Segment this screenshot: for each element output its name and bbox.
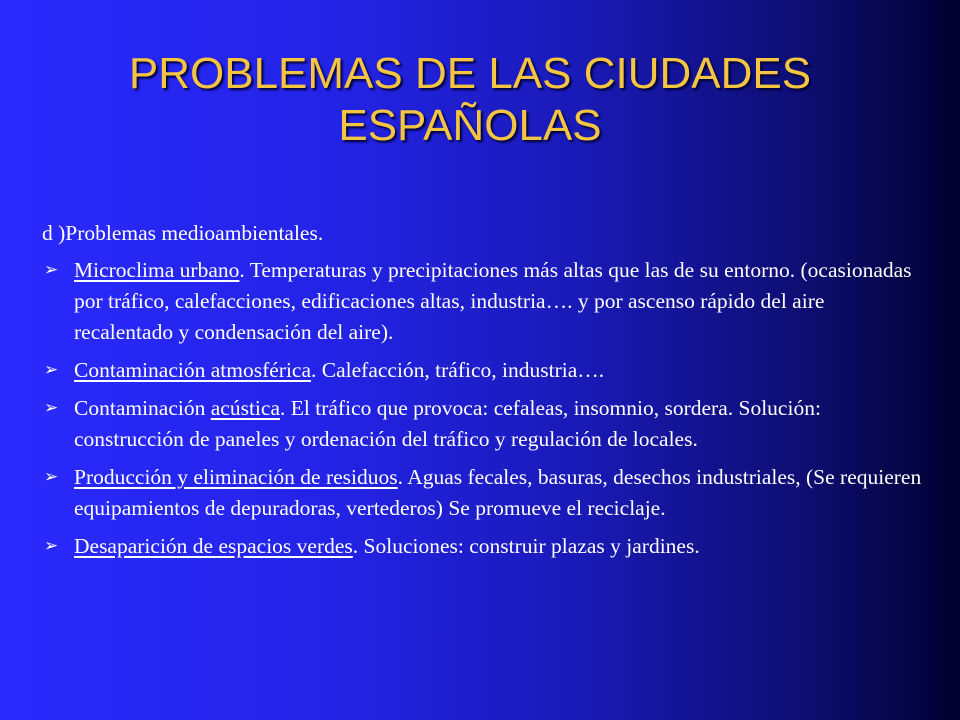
bullet-topic: Producción y eliminación de residuos	[74, 465, 398, 489]
slide-title-line-2: ESPAÑOLAS	[338, 101, 602, 150]
arrow-bullet-icon: ➢	[44, 467, 59, 487]
bullet-text: . El tráfico que provoca: cefaleas, insomnio, sordera. Solución: construcción de paneles y ordenación del tráfico y regulación de locales.	[74, 396, 821, 451]
bullet-item	[42, 355, 922, 386]
bullet-topic: acústica	[210, 396, 280, 420]
bullet-text: . Temperaturas y precipitaciones más altas que las de su entorno. (ocasionadas por tráfico, calefacciones, edificaciones altas, industria…. y por ascenso rápido del aire recalentado y condensación del aire).	[74, 258, 912, 344]
bullet-item	[42, 462, 922, 524]
section-heading: d )Problemas medioambientales.	[42, 221, 324, 245]
arrow-bullet-icon: ➢	[44, 398, 59, 418]
bullet-text-pre: Contaminación	[74, 396, 211, 420]
bullet-item	[42, 531, 922, 562]
bullet-text: . Calefacción, tráfico, industria….	[311, 358, 605, 382]
bullet-text: . Aguas fecales, basuras, desechos industriales, (Se requieren equipamientos de depuradoras, vertederos) Se promueve el reciclaje.	[74, 465, 922, 520]
slide-body	[42, 218, 922, 569]
slide-title	[40, 48, 900, 152]
bullet-text: . Soluciones: construir plazas y jardines.	[352, 534, 700, 558]
slide-title-line-1: PROBLEMAS DE LAS CIUDADES	[128, 49, 812, 98]
arrow-bullet-icon: ➢	[44, 536, 59, 556]
bullet-topic: Contaminación atmosférica	[74, 358, 312, 382]
bullet-topic: Microclima urbano	[74, 258, 240, 282]
bullet-item	[42, 393, 922, 455]
bullet-item	[42, 255, 922, 348]
bullet-topic: Desaparición de espacios verdes	[74, 534, 353, 558]
arrow-bullet-icon: ➢	[44, 360, 59, 380]
arrow-bullet-icon: ➢	[44, 260, 59, 280]
